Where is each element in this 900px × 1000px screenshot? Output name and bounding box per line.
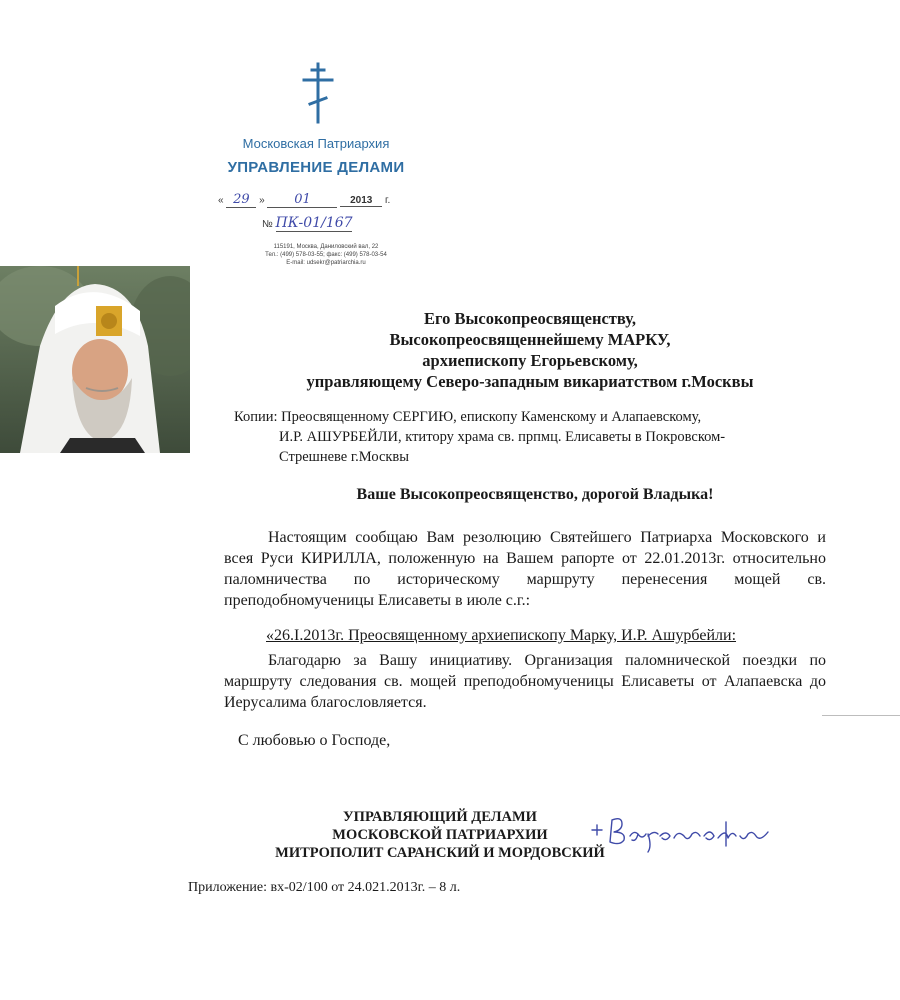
letterhead-address: [236, 243, 416, 267]
body-paragraph-2: [224, 650, 826, 713]
greeting: Ваше Высокопреосвященство, дорогой Владыка!: [356, 486, 714, 503]
body-paragraph-1: [224, 527, 826, 611]
date-mid: »: [259, 195, 265, 206]
number-value: ПК-01/167: [275, 215, 353, 231]
date-year: 2013: [340, 195, 382, 207]
addressee-line: Высокопреосвященнейшему МАРКУ,: [389, 330, 671, 349]
addressee-line: Его Высокопреосвященству,: [424, 309, 636, 328]
number-label: №: [262, 219, 273, 230]
paragraph-text: Благодарю за Вашу инициативу. Организация паломнической поездки по маршруту следования св. мощей преподобномученицы Елисаветы от Алапаевска до Иерусалима благословляется.: [224, 652, 826, 711]
signature-title-line: МИТРОПОЛИТ САРАНСКИЙ И МОРДОВСКИЙ: [275, 845, 605, 861]
signature-title-line: УПРАВЛЯЮЩИЙ ДЕЛАМИ: [343, 809, 537, 825]
paragraph-text: Настоящим сообщаю Вам резолюцию Святейшего Патриарха Московского и всея Руси КИРИЛЛА, положенную на Вашем рапорте от 22.01.2013г. относительно паломничества по историческому маршруту перенесения мощей св. преподобномученицы Елисаветы в июле с.г.:: [224, 529, 826, 609]
copies-line: Стрешневе г.Москвы: [279, 449, 410, 465]
divider: [822, 715, 900, 716]
attachment-note: Приложение: вх-02/100 от 24.021.2013г. – 8 л.: [188, 880, 461, 895]
patriarch-portrait-photo: [0, 266, 190, 453]
date-month: 01: [267, 192, 337, 208]
letterhead-department: УПРАВЛЕНИЕ ДЕЛАМИ: [227, 159, 405, 176]
letterhead-org: Московская Патриархия: [242, 136, 390, 151]
copies-block: [234, 407, 834, 467]
addressee-block: [200, 308, 860, 392]
closing-line: С любовью о Господе,: [238, 732, 391, 749]
date-suffix: г.: [385, 195, 391, 206]
number-line: [262, 215, 352, 232]
orthodox-cross-icon: [296, 62, 340, 124]
address-line: 115191, Москва, Даниловский вал, 22: [273, 244, 379, 250]
signature-title-line: МОСКОВСКОЙ ПАТРИАРХИИ: [332, 827, 548, 843]
handwritten-signature: [586, 812, 782, 856]
resolution-heading: «26.I.2013г. Преосвященному архиепископу Марку, И.Р. Ашурбейли:: [266, 627, 737, 644]
addressee-line: архиепископу Егорьевскому,: [422, 351, 638, 370]
address-email: E-mail: udsekr@patriarchia.ru: [286, 260, 366, 266]
date-line: [218, 192, 390, 208]
date-day: 29: [226, 192, 256, 208]
addressee-line: управляющему Северо-западным викариатством г.Москвы: [306, 372, 754, 391]
copies-line: Копии: Преосвященному СЕРГИЮ, епископу Каменскому и Алапаевскому,: [234, 409, 702, 425]
date-prefix: «: [218, 195, 224, 206]
copies-line: И.Р. АШУРБЕЙЛИ, ктитору храма св. прпмц. Елисаветы в Покровском-: [279, 429, 726, 445]
address-phone: Тел.: (499) 578-03-55; факс: (499) 578-03-54: [265, 252, 387, 258]
